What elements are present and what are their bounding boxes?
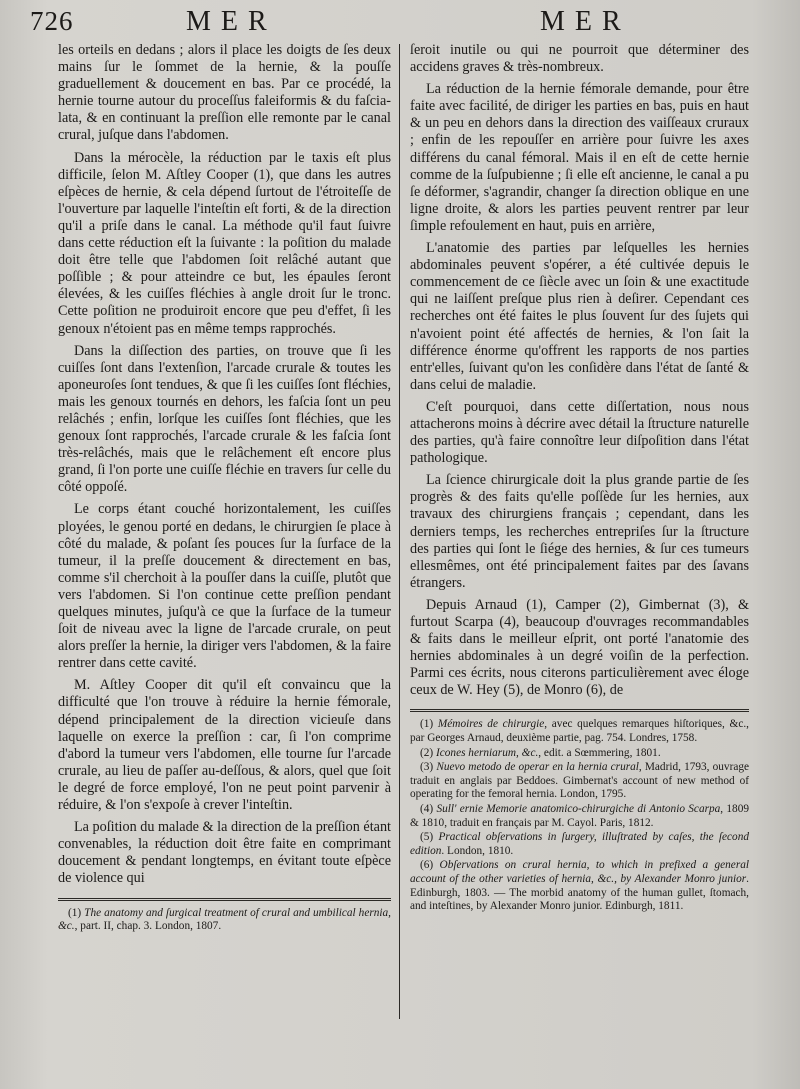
footnote <box>410 761 749 802</box>
paragraph: L'anatomie des parties par leſquelles les hernies abdominales peuvent s'opérer, a été cultivée depuis le commencement de ce ſiècle avec un ſoin & une exactitude qui ne laiſſent preſque plus rien à deſirer. Cependant ces recherches ont été faites le plus ſouvent ſur des ſujets qui n'avoient point été affectés de hernies, & l'on ſait la différence énorme qu'offrent les rapports de nos parties entr'elles, ſuivant qu'on les conſidère dans l'état de ſanté & dans celui de maladie. <box>410 240 749 393</box>
footnote-rest: . London, 1810. <box>441 844 514 857</box>
column-divider <box>399 44 400 1019</box>
footnote-title: Nuevo metodo de operar en la hernia crural <box>436 761 639 774</box>
paragraph: C'eſt pourquoi, dans cette diſſertation, nous nous attacherons moins à décrire avec détail la ſtructure naturelle des parties, qu'à faire connoître leur diſpoſition dans l'état pathologique. <box>410 398 749 467</box>
footnote <box>410 831 749 858</box>
footnote-number: (1) <box>420 718 438 731</box>
footnote-number: (2) <box>420 746 436 759</box>
paragraph: La réduction de la hernie fémorale demande, pour être faite avec facilité, de diriger les parties en bas, puis en haut & un peu en dehors dans la direction des vaiſſeaux cruraux ; enfin de les repouſſer en arrière pour ſuivre les axes différens du canal fémoral. Mais il en eſt de cette hernie comme de la ſuſpubienne ; ſi elle eſt ancienne, le canal a pu ſe déformer, s'agrandir, changer ſa direction oblique en une ligne droite, & alors les parties peuvent rentrer par leur ſimple refoulement en haut, puis en arrière, <box>410 81 749 234</box>
footnote-number: (5) <box>420 831 439 844</box>
footnote-title: Mémoires de chirurgie <box>437 718 545 731</box>
footnote-rest: , avec quelques remarques hiſtoriques, &c., par Georges Arnaud, deuxième partie, pag. 754. Londres, 1758. <box>410 718 750 745</box>
footnote <box>410 718 749 745</box>
footnote-title: Practical obſervations in ſurgery, illuſtrated by caſes, the ſecond edition <box>410 831 749 857</box>
footnote-number: (6) <box>420 859 440 872</box>
right-column <box>410 42 749 914</box>
footnote-rest: , 1809 & 1810, traduit en français par M. Cayol. Paris, 1812. <box>410 803 750 829</box>
footnote-title: Sull' ernie Memorie anatomico-chirurgiche di Antonio Scarpa <box>436 803 721 816</box>
footnote-number: (1) <box>68 906 85 919</box>
footnote-number: (3) <box>420 761 437 774</box>
footnote-title: Obſervations on crural hernia, to which in prefixed a general account of the other varieties of hernia, &c., by Alexander Monro junior <box>410 859 749 885</box>
paragraph: ſeroit inutile ou qui ne pourroit que déterminer des accidens graves & très-nombreux. <box>410 42 749 76</box>
footnote-rest: , edit. a Sœmmering, 1801. <box>538 746 661 759</box>
footnote <box>58 907 391 934</box>
footnote-rest: , Madrid, 1793, ouvrage traduit en anglais par Beddoes. Gimbernat's account of new method of operating for the femoral hernia. London, 1795. <box>410 761 750 801</box>
footnote <box>410 803 749 830</box>
paragraph: Depuis Arnaud (1), Camper (2), Gimbernat (3), & furtout Scarpa (4), beaucoup d'ouvrages recommandables & faits dans le meilleur eſprit, ont porté l'anatomie des hernies abdominales à un degré voiſin de la perfection. Parmi ces écrits, nous citerons particulièrement avec éloge ceux de W. Hey (5), de Monro (6), de <box>410 596 749 699</box>
footnote-rest: . Edinburgh, 1803. — The morbid anatomy of the human gullet, ſtomach, and inteſtines, by Alexander Monro junior. Edinburgh, 1811. <box>410 873 749 913</box>
footnote <box>410 859 749 913</box>
paragraph: Le corps étant couché horizontalement, les cuiſſes ployées, le genou porté en dedans, le chirurgien ſe place à côté du malade, & poſant ſes pouces ſur la ſurface de la tumeur, il la preſſe doucement & directement en bas, comme s'il cherchoit à la pouſſer dans la cuiſſe, plutôt que vers l'abdomen. Si l'on continue cette preſſion pendant quelques minutes, juſqu'à ce que la ſurface de la tumeur ſoit de niveau avec la ligne de l'arcade crurale, on peut alors preſſer la hernie, la diriger vers l'abdomen, & la faire rentrer dans cette cavité. <box>58 501 391 672</box>
paragraph: La poſition du malade & la direction de la preſſion étant convenables, la réduction doit être faite en comprimant doucement & pendant longtemps, en évitant toute eſpèce de violence qui <box>58 819 391 887</box>
footnote-rest: , part. II, chap. 3. London, 1807. <box>74 920 222 933</box>
paragraph: M. Aſtley Cooper dit qu'il eſt convaincu que la difficulté que l'on trouve à réduire la hernie fémorale, dépend principalement de la direction vicieuſe dans laquelle on exerce la preſſion : car, ſi l'on comprime d'abord la tumeur vers l'abdomen, elle tourne ſur l'arcade crurale, au lieu de paſſer au-deſſous, & alors, quel que ſoit le degré de force employé, l'on ne peut point parvenir à réduire, & l'on s'expoſe à crever l'inteſtin. <box>58 677 391 814</box>
left-column <box>58 42 391 934</box>
footnote-rule <box>58 898 391 901</box>
footnote-rule <box>410 709 749 712</box>
paragraph: Dans la diſſection des parties, on trouve que ſi les cuiſſes ſont dans l'extenſion, l'arcade crurale & toutes les aponeuroſes ſont tendues, & que ſi les cuiſſes ſont fléchies, mais les genoux tournés en dehors, les faſcia ſont un peu relâchés ; enfin, lorſque les cuiſſes ſont fléchies, que les genoux ſont rapprochés, l'arcade crurale & les faſcia ſont très-relâchés, mais que le relâchement eſt encore plus grand, ſi l'on porte une cuiſſe fléchie en travers ſur celle du côté oppoſé. <box>58 342 391 496</box>
paragraph: La ſcience chirurgicale doit la plus grande partie de ſes progrès & des faits qu'elle poſſède ſur les hernies, aux travaux des chirurgiens français ; cependant, dans les derniers temps, les recherches entrepriſes ſur la ſtructure des parties qui ſont le ſiége des hernies, & ſur ces tumeurs ellesmêmes, ont été principalement faites par des ſavans étrangers. <box>410 472 749 591</box>
page-header <box>0 4 800 40</box>
footnote <box>410 747 749 761</box>
running-head-right: MER <box>540 6 631 37</box>
footnote-title: The anatomy and ſurgical treatment of crural and umbilical hernia, &c. <box>58 906 391 933</box>
paragraph: Dans la mérocèle, la réduction par le taxis eſt plus difficile, ſelon M. Aſtley Cooper (1), que dans les autres eſpèces de hernie, & cela dépend ſurtout de l'étroiteſſe de l'ouverture par laquelle l'inteſtin eſt forti, & de la direction qu'il a priſe dans le canal. La méthode qu'il faut ſuivre dans cette réduction eſt la ſuivante : la poſition du malade doit être telle que l'abdomen ſoit relâché autant que poſſible ; & pour atteindre ce but, les épaules ſeront élevées, & les cuiſſes fléchies à angle droit ſur le tronc. Cette poſition ne produiroit encore que peu d'effet, ſi les genoux n'étoient pas en même temps rapprochés. <box>58 149 391 337</box>
paragraph: les orteils en dedans ; alors il place les doigts de ſes deux mains ſur le ſommet de la hernie, & la pouſſe graduellement & doucement en bas. Par ce procédé, la hernie tourne autour du proceſſus faleiformis & du faſcia-lata, & en continuant la preſſion elle remonte par le canal crural, juſque dans l'abdomen. <box>58 42 391 144</box>
footnote-number: (4) <box>420 803 437 816</box>
page-number: 726 <box>30 6 74 36</box>
running-head-left: MER <box>186 6 277 37</box>
footnote-title: Icones herniarum, &c. <box>436 746 539 759</box>
